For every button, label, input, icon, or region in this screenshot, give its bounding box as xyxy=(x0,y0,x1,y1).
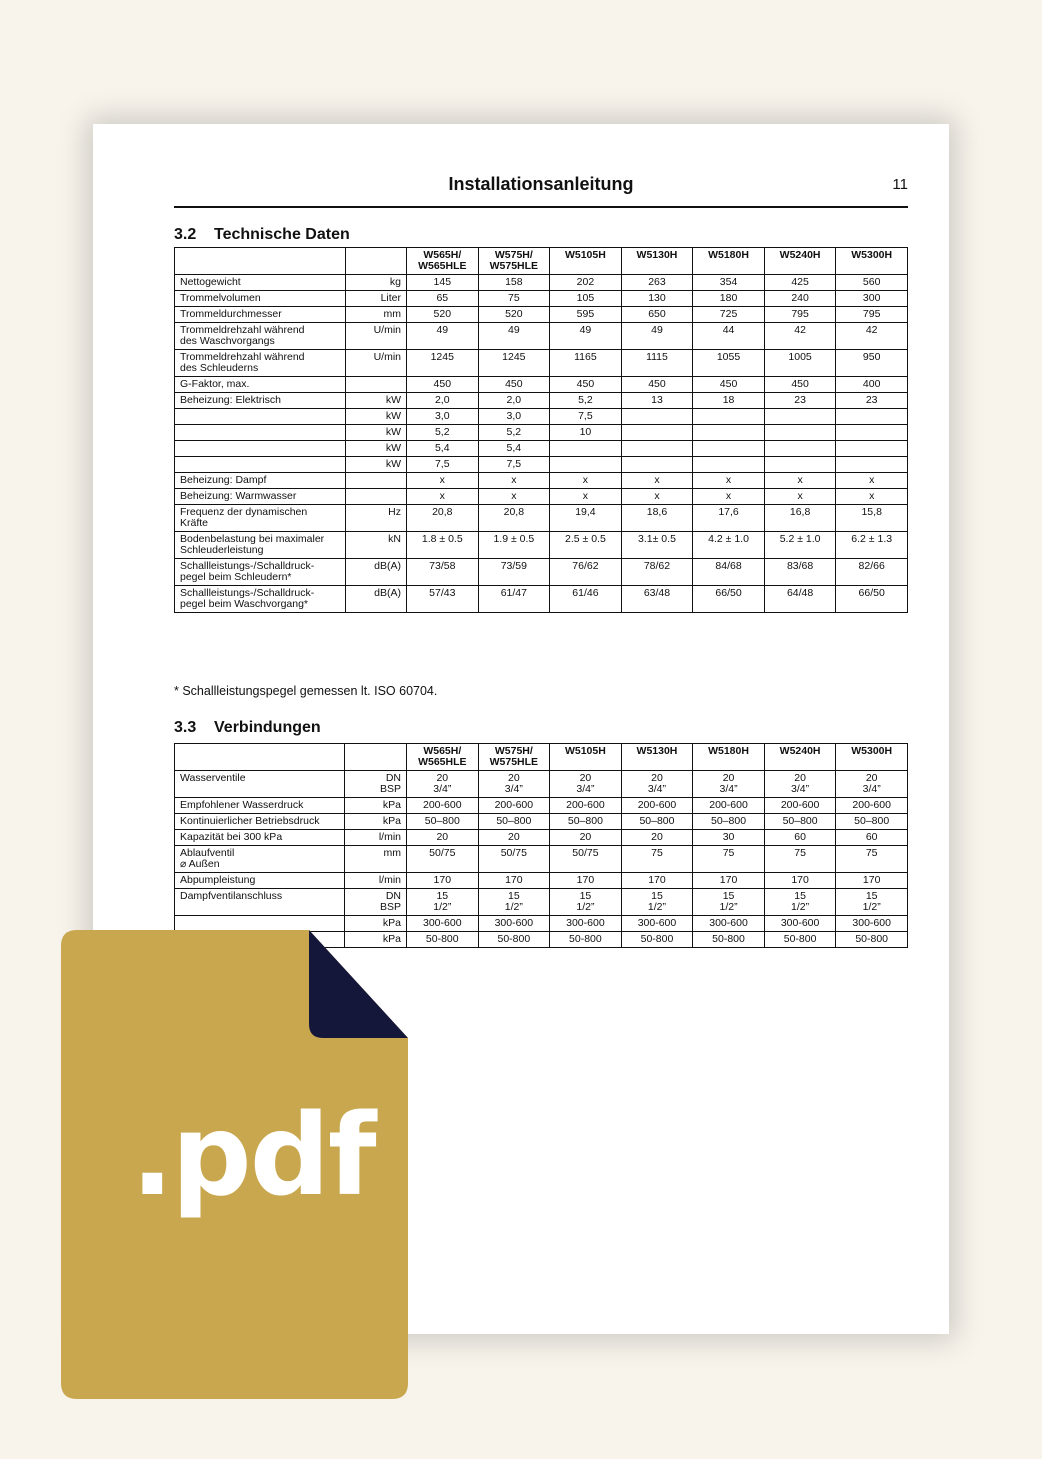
cell-value: 13 xyxy=(621,393,693,409)
cell-value: 240 xyxy=(764,291,836,307)
model-header: W5300H xyxy=(836,744,908,771)
cell-value: 82/66 xyxy=(836,559,908,586)
cell-value: 300 xyxy=(836,291,908,307)
cell-value: 50-800 xyxy=(550,932,622,948)
cell-value: 400 xyxy=(836,377,908,393)
cell-value: 17,6 xyxy=(693,505,765,532)
cell-value: 75 xyxy=(836,846,908,873)
model-header: W5240H xyxy=(764,744,836,771)
cell-value: 23 xyxy=(764,393,836,409)
row-label: Trommelvolumen xyxy=(175,291,346,307)
cell-value: 49 xyxy=(478,323,550,350)
cell-value: 50-800 xyxy=(478,932,550,948)
row-label xyxy=(175,457,346,473)
model-header: W5130H xyxy=(621,744,693,771)
cell-value: 75 xyxy=(478,291,550,307)
cell-value xyxy=(836,457,908,473)
cell-value: 20 xyxy=(478,830,550,846)
cell-value: 450 xyxy=(550,377,622,393)
cell-value: 7,5 xyxy=(407,457,479,473)
cell-value: 49 xyxy=(550,323,622,350)
cell-value: 76/62 xyxy=(550,559,622,586)
model-header: W5105H xyxy=(550,248,622,275)
cell-value: 300-600 xyxy=(407,916,479,932)
cell-value: 300-600 xyxy=(478,916,550,932)
table-row xyxy=(175,559,908,586)
cell-value: 50/75 xyxy=(478,846,550,873)
row-label: Frequenz der dynamischen Kräfte xyxy=(175,505,346,532)
row-unit: mm xyxy=(345,846,407,873)
model-header: W575H/ W575HLE xyxy=(478,248,550,275)
cell-value xyxy=(693,409,765,425)
cell-value: 78/62 xyxy=(621,559,693,586)
page-number: 11 xyxy=(892,176,908,193)
cell-value: 450 xyxy=(407,377,479,393)
cell-value: 5,2 xyxy=(478,425,550,441)
cell-value xyxy=(621,441,693,457)
cell-value xyxy=(693,441,765,457)
cell-value: x xyxy=(407,473,479,489)
cell-value: 15 1/2” xyxy=(693,889,765,916)
cell-value: 49 xyxy=(407,323,479,350)
cell-value: 44 xyxy=(693,323,765,350)
cell-value: 130 xyxy=(621,291,693,307)
connections-table xyxy=(174,743,908,948)
header-empty-cell xyxy=(345,744,407,771)
row-label: Trommeldurchmesser xyxy=(175,307,346,323)
model-header: W5180H xyxy=(693,248,765,275)
section-connections-title xyxy=(174,719,321,737)
cell-value: 61/47 xyxy=(478,586,550,613)
cell-value: 50–800 xyxy=(478,814,550,830)
cell-value: 50–800 xyxy=(693,814,765,830)
section-number: 3.2 xyxy=(174,226,197,243)
cell-value: 200-600 xyxy=(836,798,908,814)
cell-value: 5.2 ± 1.0 xyxy=(764,532,836,559)
row-label xyxy=(175,409,346,425)
row-label: Ablaufventil ⌀ Außen xyxy=(175,846,345,873)
cell-value: 520 xyxy=(478,307,550,323)
cell-value: 50-800 xyxy=(693,932,765,948)
cell-value: 1245 xyxy=(407,350,479,377)
table-row xyxy=(175,830,908,846)
cell-value: x xyxy=(836,473,908,489)
cell-value: 15,8 xyxy=(836,505,908,532)
cell-value: 20,8 xyxy=(478,505,550,532)
row-unit: mm xyxy=(346,307,407,323)
table-row xyxy=(175,441,908,457)
row-unit: DN BSP xyxy=(345,771,407,798)
cell-value: 263 xyxy=(621,275,693,291)
cell-value: 1005 xyxy=(764,350,836,377)
cell-value: 200-600 xyxy=(478,798,550,814)
cell-value: 15 1/2” xyxy=(550,889,622,916)
row-label: Kontinuierlicher Betriebsdruck xyxy=(175,814,345,830)
cell-value: 202 xyxy=(550,275,622,291)
cell-value: 180 xyxy=(693,291,765,307)
table-row xyxy=(175,798,908,814)
row-label: Empfohlener Wasserdruck xyxy=(175,798,345,814)
cell-value: 2,0 xyxy=(407,393,479,409)
cell-value: 60 xyxy=(764,830,836,846)
cell-value: 795 xyxy=(836,307,908,323)
row-unit: kW xyxy=(346,457,407,473)
row-label: Schallleistungs-/Schalldruck- pegel beim Schleudern* xyxy=(175,559,346,586)
row-label: G-Faktor, max. xyxy=(175,377,346,393)
cell-value xyxy=(764,409,836,425)
row-unit: kg xyxy=(346,275,407,291)
cell-value: 4.2 ± 1.0 xyxy=(693,532,765,559)
row-unit: kW xyxy=(346,393,407,409)
row-label: Abpumpleistung xyxy=(175,873,345,889)
cell-value: 425 xyxy=(764,275,836,291)
cell-value: 50–800 xyxy=(836,814,908,830)
row-unit: l/min xyxy=(345,873,407,889)
cell-value: 725 xyxy=(693,307,765,323)
cell-value: 18 xyxy=(693,393,765,409)
cell-value: 73/59 xyxy=(478,559,550,586)
cell-value: 354 xyxy=(693,275,765,291)
cell-value: 200-600 xyxy=(693,798,765,814)
table-row xyxy=(175,846,908,873)
cell-value: 15 1/2” xyxy=(764,889,836,916)
cell-value: 64/48 xyxy=(764,586,836,613)
cell-value: 1245 xyxy=(478,350,550,377)
model-header: W5300H xyxy=(836,248,908,275)
cell-value xyxy=(621,409,693,425)
footnote: * Schallleistungspegel gemessen lt. ISO 60704. xyxy=(174,684,438,698)
cell-value xyxy=(836,425,908,441)
pdf-file-fold xyxy=(309,930,408,1038)
model-header: W575H/ W575HLE xyxy=(478,744,550,771)
section-title-text: Technische Daten xyxy=(214,226,350,243)
cell-value: x xyxy=(478,489,550,505)
cell-value xyxy=(836,409,908,425)
cell-value: 66/50 xyxy=(836,586,908,613)
cell-value: 50/75 xyxy=(407,846,479,873)
cell-value: 1.9 ± 0.5 xyxy=(478,532,550,559)
cell-value: x xyxy=(478,473,550,489)
row-unit: DN BSP xyxy=(345,889,407,916)
row-unit: Liter xyxy=(346,291,407,307)
cell-value: x xyxy=(764,473,836,489)
model-header: W5130H xyxy=(621,248,693,275)
cell-value: 20 xyxy=(407,830,479,846)
cell-value: 7,5 xyxy=(478,457,550,473)
row-unit: Hz xyxy=(346,505,407,532)
table-row xyxy=(175,889,908,916)
cell-value: 20 3/4” xyxy=(836,771,908,798)
row-unit xyxy=(346,377,407,393)
technical-data-table xyxy=(174,247,908,613)
table-row xyxy=(175,409,908,425)
table-row xyxy=(175,323,908,350)
row-unit: U/min xyxy=(346,323,407,350)
cell-value: 20 3/4” xyxy=(764,771,836,798)
cell-value: 50–800 xyxy=(550,814,622,830)
cell-value: 73/58 xyxy=(407,559,479,586)
cell-value: 450 xyxy=(764,377,836,393)
cell-value: 20 3/4” xyxy=(693,771,765,798)
header-empty-cell xyxy=(175,744,345,771)
header-empty-cell xyxy=(175,248,346,275)
cell-value: 300-600 xyxy=(693,916,765,932)
cell-value xyxy=(764,425,836,441)
cell-value: 30 xyxy=(693,830,765,846)
row-label: Bodenbelastung bei maximaler Schleuderleistung xyxy=(175,532,346,559)
cell-value: 200-600 xyxy=(550,798,622,814)
cell-value: 450 xyxy=(693,377,765,393)
cell-value: 19,4 xyxy=(550,505,622,532)
cell-value: 83/68 xyxy=(764,559,836,586)
cell-value: 200-600 xyxy=(407,798,479,814)
cell-value: x xyxy=(621,473,693,489)
section-technical-title xyxy=(174,226,350,244)
cell-value: 50–800 xyxy=(621,814,693,830)
cell-value: 49 xyxy=(621,323,693,350)
model-header: W5180H xyxy=(693,744,765,771)
cell-value: 300-600 xyxy=(550,916,622,932)
row-unit: dB(A) xyxy=(346,586,407,613)
table-row xyxy=(175,532,908,559)
cell-value: 170 xyxy=(478,873,550,889)
cell-value: 450 xyxy=(478,377,550,393)
cell-value: 18,6 xyxy=(621,505,693,532)
row-unit xyxy=(346,473,407,489)
cell-value: 50-800 xyxy=(764,932,836,948)
cell-value: x xyxy=(693,489,765,505)
cell-value: 2.5 ± 0.5 xyxy=(550,532,622,559)
table-row xyxy=(175,873,908,889)
cell-value: 50-800 xyxy=(621,932,693,948)
row-label xyxy=(175,425,346,441)
cell-value: 145 xyxy=(407,275,479,291)
cell-value: 105 xyxy=(550,291,622,307)
table-row xyxy=(175,771,908,798)
row-unit: kPa xyxy=(345,814,407,830)
table-header-row xyxy=(175,744,908,771)
cell-value: 300-600 xyxy=(764,916,836,932)
row-label: Wasserventile xyxy=(175,771,345,798)
cell-value: 6.2 ± 1.3 xyxy=(836,532,908,559)
cell-value: x xyxy=(764,489,836,505)
cell-value xyxy=(550,457,622,473)
table-row xyxy=(175,489,908,505)
cell-value xyxy=(693,425,765,441)
pdf-label: .pdf xyxy=(131,1091,375,1221)
page-title: Installationsanleitung xyxy=(448,174,634,194)
table-row xyxy=(175,377,908,393)
cell-value xyxy=(621,425,693,441)
cell-value: 60 xyxy=(836,830,908,846)
row-label: Kapazität bei 300 kPa xyxy=(175,830,345,846)
row-unit: kPa xyxy=(345,798,407,814)
cell-value: 170 xyxy=(621,873,693,889)
cell-value xyxy=(764,457,836,473)
cell-value: 300-600 xyxy=(836,916,908,932)
row-unit: kN xyxy=(346,532,407,559)
row-unit: U/min xyxy=(346,350,407,377)
row-label: Schallleistungs-/Schalldruck- pegel beim Waschvorgang* xyxy=(175,586,346,613)
table-row xyxy=(175,350,908,377)
cell-value: 10 xyxy=(550,425,622,441)
cell-value: 63/48 xyxy=(621,586,693,613)
cell-value: 20 3/4” xyxy=(478,771,550,798)
cell-value: 5,4 xyxy=(407,441,479,457)
cell-value: 75 xyxy=(693,846,765,873)
cell-value: x xyxy=(836,489,908,505)
table-header-row xyxy=(175,248,908,275)
cell-value: 61/46 xyxy=(550,586,622,613)
row-label: Beheizung: Warmwasser xyxy=(175,489,346,505)
cell-value: 200-600 xyxy=(621,798,693,814)
cell-value: 15 1/2” xyxy=(836,889,908,916)
cell-value: 50-800 xyxy=(836,932,908,948)
cell-value: 170 xyxy=(836,873,908,889)
cell-value: 1165 xyxy=(550,350,622,377)
cell-value: 2,0 xyxy=(478,393,550,409)
cell-value: 57/43 xyxy=(407,586,479,613)
row-label: Beheizung: Elektrisch xyxy=(175,393,346,409)
model-header: W5240H xyxy=(764,248,836,275)
model-header: W565H/ W565HLE xyxy=(407,248,479,275)
table-row xyxy=(175,291,908,307)
cell-value: 1115 xyxy=(621,350,693,377)
cell-value: 650 xyxy=(621,307,693,323)
cell-value: 15 1/2” xyxy=(407,889,479,916)
row-unit: dB(A) xyxy=(346,559,407,586)
cell-value: 75 xyxy=(764,846,836,873)
cell-value: 5,2 xyxy=(407,425,479,441)
cell-value: 75 xyxy=(621,846,693,873)
cell-value: 3,0 xyxy=(407,409,479,425)
table-row xyxy=(175,393,908,409)
page-header xyxy=(174,172,908,208)
table-row xyxy=(175,586,908,613)
cell-value: 1055 xyxy=(693,350,765,377)
cell-value xyxy=(836,441,908,457)
cell-value: x xyxy=(407,489,479,505)
table-row xyxy=(175,425,908,441)
cell-value: 84/68 xyxy=(693,559,765,586)
cell-value: 3.1± 0.5 xyxy=(621,532,693,559)
table-row xyxy=(175,307,908,323)
cell-value: 50-800 xyxy=(407,932,479,948)
cell-value: 158 xyxy=(478,275,550,291)
cell-value: x xyxy=(550,473,622,489)
cell-value: 15 1/2” xyxy=(621,889,693,916)
cell-value: 7,5 xyxy=(550,409,622,425)
cell-value: 23 xyxy=(836,393,908,409)
table-row xyxy=(175,457,908,473)
cell-value: 42 xyxy=(836,323,908,350)
cell-value: 50–800 xyxy=(407,814,479,830)
cell-value: 50–800 xyxy=(764,814,836,830)
cell-value: 20 3/4” xyxy=(407,771,479,798)
row-label: Nettogewicht xyxy=(175,275,346,291)
cell-value: 20,8 xyxy=(407,505,479,532)
row-unit xyxy=(346,489,407,505)
cell-value: 15 1/2” xyxy=(478,889,550,916)
cell-value: 16,8 xyxy=(764,505,836,532)
cell-value xyxy=(693,457,765,473)
cell-value: 595 xyxy=(550,307,622,323)
row-unit: kW xyxy=(346,425,407,441)
model-header: W5105H xyxy=(550,744,622,771)
cell-value: 20 3/4” xyxy=(550,771,622,798)
row-unit: kPa xyxy=(345,932,407,948)
cell-value: 5,4 xyxy=(478,441,550,457)
row-unit: l/min xyxy=(345,830,407,846)
cell-value: 66/50 xyxy=(693,586,765,613)
cell-value: x xyxy=(621,489,693,505)
cell-value: 795 xyxy=(764,307,836,323)
cell-value: x xyxy=(550,489,622,505)
cell-value: 3,0 xyxy=(478,409,550,425)
cell-value xyxy=(550,441,622,457)
cell-value: 1.8 ± 0.5 xyxy=(407,532,479,559)
table-row xyxy=(175,473,908,489)
table-row xyxy=(175,814,908,830)
cell-value: 560 xyxy=(836,275,908,291)
row-unit: kW xyxy=(346,409,407,425)
cell-value: 300-600 xyxy=(621,916,693,932)
cell-value: 65 xyxy=(407,291,479,307)
cell-value: 20 3/4” xyxy=(621,771,693,798)
row-unit: kPa xyxy=(345,916,407,932)
cell-value: 200-600 xyxy=(764,798,836,814)
table-row xyxy=(175,505,908,532)
cell-value: 520 xyxy=(407,307,479,323)
cell-value: 5,2 xyxy=(550,393,622,409)
cell-value xyxy=(764,441,836,457)
cell-value xyxy=(621,457,693,473)
cell-value: 42 xyxy=(764,323,836,350)
cell-value: 170 xyxy=(550,873,622,889)
table-row xyxy=(175,275,908,291)
row-label: Dampfventilanschluss xyxy=(175,889,345,916)
model-header: W565H/ W565HLE xyxy=(407,744,479,771)
header-empty-cell xyxy=(346,248,407,275)
cell-value: 450 xyxy=(621,377,693,393)
cell-value: 950 xyxy=(836,350,908,377)
cell-value: 50/75 xyxy=(550,846,622,873)
cell-value: 20 xyxy=(550,830,622,846)
cell-value: 170 xyxy=(407,873,479,889)
cell-value: 170 xyxy=(764,873,836,889)
section-title-text: Verbindungen xyxy=(214,719,321,736)
cell-value: x xyxy=(693,473,765,489)
row-unit: kW xyxy=(346,441,407,457)
row-label xyxy=(175,441,346,457)
row-label: Beheizung: Dampf xyxy=(175,473,346,489)
row-label: Trommeldrehzahl während des Waschvorgangs xyxy=(175,323,346,350)
row-label: Trommeldrehzahl während des Schleuderns xyxy=(175,350,346,377)
cell-value: 170 xyxy=(693,873,765,889)
cell-value: 20 xyxy=(621,830,693,846)
section-number: 3.3 xyxy=(174,719,197,736)
